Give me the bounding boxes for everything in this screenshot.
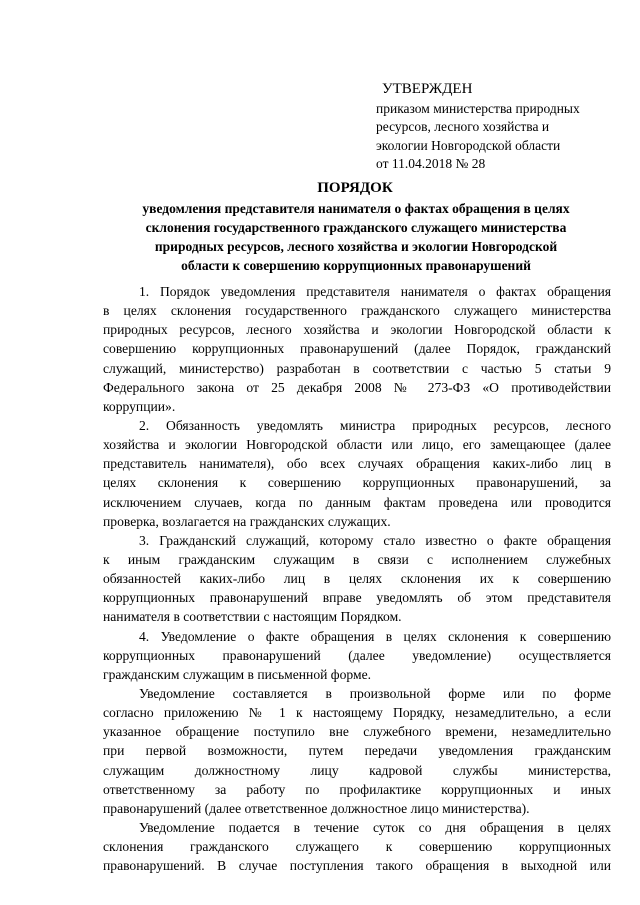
text-line: исключением случаев, когда по данным фактам проведена или проводится: [103, 494, 611, 510]
text-line: правонарушений (далее ответственное должностное лицо министерства).: [103, 800, 530, 816]
text-line: к иным гражданским служащим в связи с исполнением служебных: [103, 552, 611, 567]
approval-block: [376, 80, 616, 174]
approval-line: приказом министерства природных: [376, 100, 580, 116]
text-line: природных ресурсов, лесного хозяйства и экологии Новгородской области к: [103, 322, 611, 338]
text-line: представитель нанимателя), обо всех случаях обращения каких-либо лиц в: [103, 456, 611, 472]
text-line: ответственному за работу по профилактике коррупционных и иных: [103, 781, 611, 797]
text-line: Уведомление подается в течение суток со дня обращения в целях: [139, 820, 611, 836]
approval-line: от 11.04.2018 № 28: [376, 156, 486, 171]
text-line: служащим должностному лицу кадровой службы министерства,: [103, 762, 611, 778]
text-line: Уведомление составляется в произвольной форме или по форме: [139, 686, 611, 702]
paragraph-6: [103, 818, 611, 875]
text-line: Федерального закона от 25 декабря 2008 № 273-ФЗ «О противодействии: [103, 379, 611, 395]
text-line: коррупционных правонарушений (далее уведомление) осуществляется: [103, 647, 611, 663]
approval-line: экологии Новгородской области: [376, 137, 561, 153]
text-line: согласно приложению № 1 к настоящему Порядку, незамедлительно, а если: [103, 705, 611, 721]
text-line: совершению коррупционных правонарушений (далее Порядок, гражданский: [103, 341, 611, 357]
text-line: указанное обращение поступило вне служебного времени, незамедлительно: [103, 724, 611, 740]
text-line: целях склонения к совершению коррупционных правонарушений, за: [103, 475, 611, 491]
text-line: проверка, возлагается на гражданских служащих.: [103, 513, 391, 529]
paragraph-3: [103, 531, 611, 627]
text-line: хозяйства и экологии Новгородской области или лицо, его замещающее (далее: [103, 437, 611, 453]
paragraph-5: [103, 684, 611, 818]
text-line: гражданским служащим в письменной форме.: [103, 666, 372, 682]
text-line: коррупции».: [103, 398, 176, 414]
paragraph-4: [103, 627, 611, 684]
order-subtitle-line: склонения государственного гражданского служащего министерства: [145, 220, 567, 235]
text-line: склонения гражданского служащего к совершению коррупционных: [103, 839, 611, 855]
text-line: 4. Уведомление о факте обращения в целях склонения к совершению: [139, 628, 611, 644]
order-subtitle: [106, 199, 606, 275]
text-line: нанимателя в соответствии с настоящим Порядком.: [103, 609, 402, 625]
text-line: 1. Порядок уведомления представителя нанимателя о фактах обращения: [139, 284, 611, 299]
order-title: ПОРЯДОК: [317, 180, 393, 196]
approval-title: УТВЕРЖДЕН: [382, 81, 473, 97]
text-line: в целях склонения государственного гражданского служащего министерства: [103, 303, 611, 319]
order-subtitle-line: уведомления представителя нанимателя о фактах обращения в целях: [142, 201, 570, 216]
document-body: [103, 282, 611, 875]
text-line: служащий, министерство) разработан в соответствии с частью 5 статьи 9: [103, 360, 611, 376]
text-line: при первой возможности, путем передачи уведомления гражданским: [103, 743, 611, 759]
text-line: правонарушений. В случае поступления такого обращения в выходной или: [103, 858, 611, 874]
paragraph-2: [103, 416, 611, 531]
order-subtitle-line: природных ресурсов, лесного хозяйства и экологии Новгородской: [154, 239, 558, 254]
paragraph-1: [103, 282, 611, 416]
text-line: коррупционных правонарушений вправе уведомлять об этом представителя: [103, 590, 611, 606]
order-subtitle-line: области к совершению коррупционных правонарушений: [181, 258, 531, 273]
approval-line: ресурсов, лесного хозяйства и: [376, 119, 550, 134]
text-line: обязанностей каких-либо лиц в целях склонения их к совершению: [103, 571, 611, 587]
text-line: 3. Гражданский служащий, которому стало известно о факте обращения: [139, 532, 611, 548]
text-line: 2. Обязанность уведомлять министра природных ресурсов, лесного: [139, 418, 611, 433]
